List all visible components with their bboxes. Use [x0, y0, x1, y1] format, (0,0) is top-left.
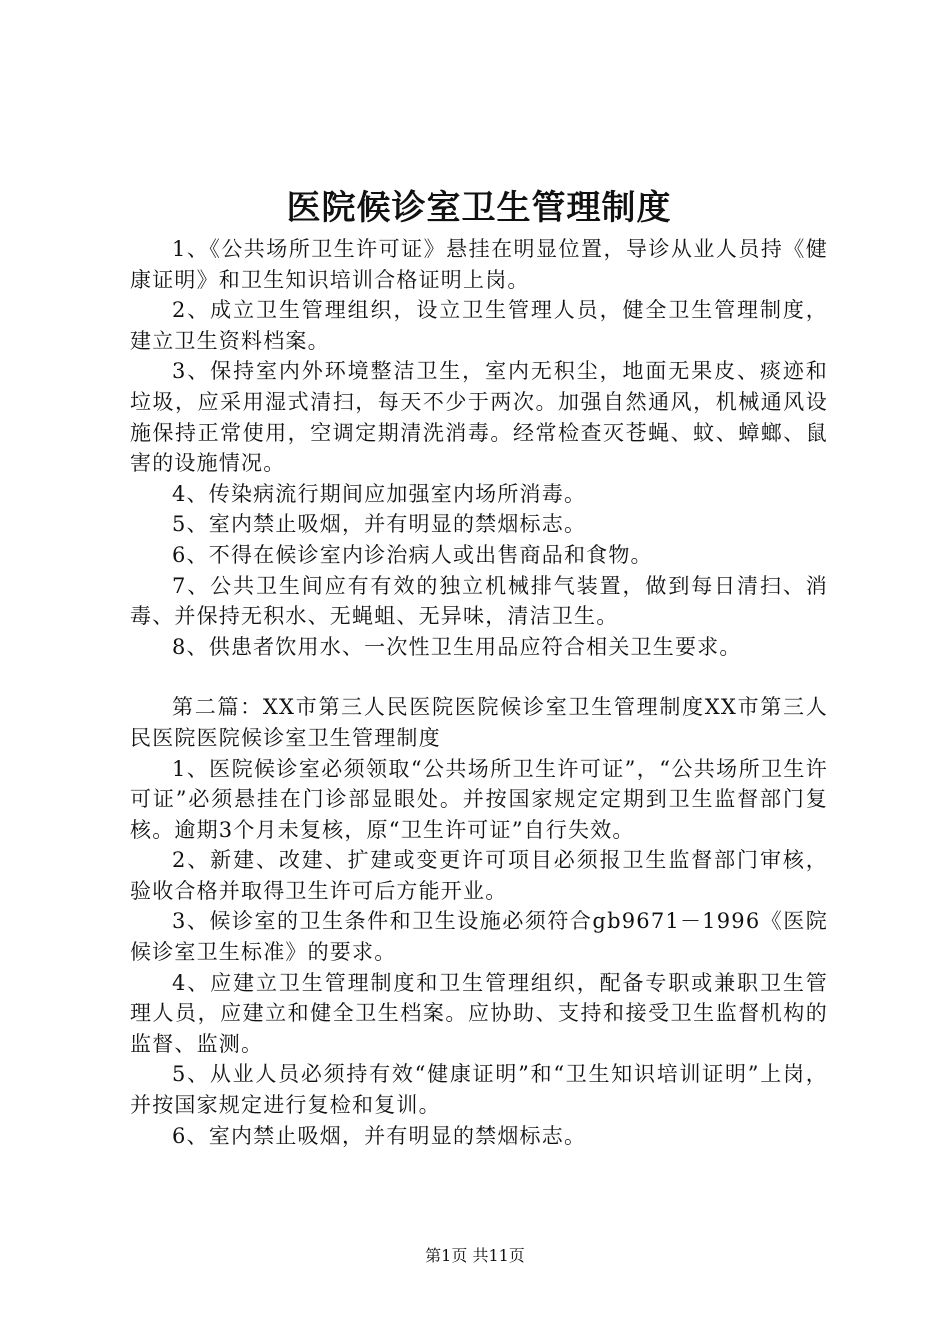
part1-item-2: 2、成立卫生管理组织，设立卫生管理人员，健全卫生管理制度，建立卫生资料档案。	[130, 298, 828, 353]
part2-item-5: 5、从业人员必须持有效“健康证明”和“卫生知识培训证明”上岗，并按国家规定进行复检和复训。	[130, 1062, 828, 1118]
part2-item-6: 6、室内禁止吸烟，并有明显的禁烟标志。	[172, 1123, 587, 1148]
part1-item-8: 8、供患者饮用水、一次性卫生用品应符合相关卫生要求。	[172, 634, 742, 659]
section-gap	[130, 662, 828, 692]
part1-item-4: 4、传染病流行期间应加强室内场所消毒。	[172, 481, 587, 506]
part1-item-5: 5、室内禁止吸烟，并有明显的禁烟标志。	[172, 512, 587, 537]
page-footer: 第1页 共11页	[425, 1246, 525, 1265]
document-title: 医院候诊室卫生管理制度	[286, 188, 672, 228]
part2-heading: 第二篇：XX市第三人民医院医院候诊室卫生管理制度XX市第三人民医院医院候诊室卫生管理制度	[130, 695, 828, 750]
part1-item-1: 1、《公共场所卫生许可证》悬挂在明显位置，导诊从业人员持《健康证明》和卫生知识培训合格证明上岗。	[130, 237, 828, 292]
part1-item-3: 3、保持室内外环境整洁卫生，室内无积尘，地面无果皮、痰迹和垃圾，应采用湿式清扫，每天不少于两次。加强自然通风，机械通风设施保持正常使用，空调定期清洗消毒。经常检查灭苍蝇、蚊、蟑螂、鼠害的设施情况。	[130, 359, 828, 476]
part2-item-2: 2、新建、改建、扩建或变更许可项目必须报卫生监督部门审核，验收合格并取得卫生许可后方能开业。	[130, 848, 828, 903]
part1-item-7: 7、公共卫生间应有有效的独立机械排气装置，做到每日清扫、消毒、并保持无积水、无蝇蛆、无异味，清洁卫生。	[130, 573, 828, 629]
part1-item-6: 6、不得在候诊室内诊治病人或出售商品和食物。	[172, 542, 653, 567]
part2-item-3: 3、候诊室的卫生条件和卫生设施必须符合gb9671－1996《医院候诊室卫生标准》的要求。	[130, 909, 828, 965]
part2-item-1: 1、医院候诊室必须领取“公共场所卫生许可证”，“公共场所卫生许可证”必须悬挂在门诊部显眼处。并按国家规定定期到卫生监督部门复核。逾期3个月未复核，原“卫生许可证”自行失效。	[130, 756, 828, 842]
part2-item-4: 4、应建立卫生管理制度和卫生管理组织，配备专职或兼职卫生管理人员，应建立和健全卫生档案。应协助、支持和接受卫生监督机构的监督、监测。	[130, 970, 828, 1056]
